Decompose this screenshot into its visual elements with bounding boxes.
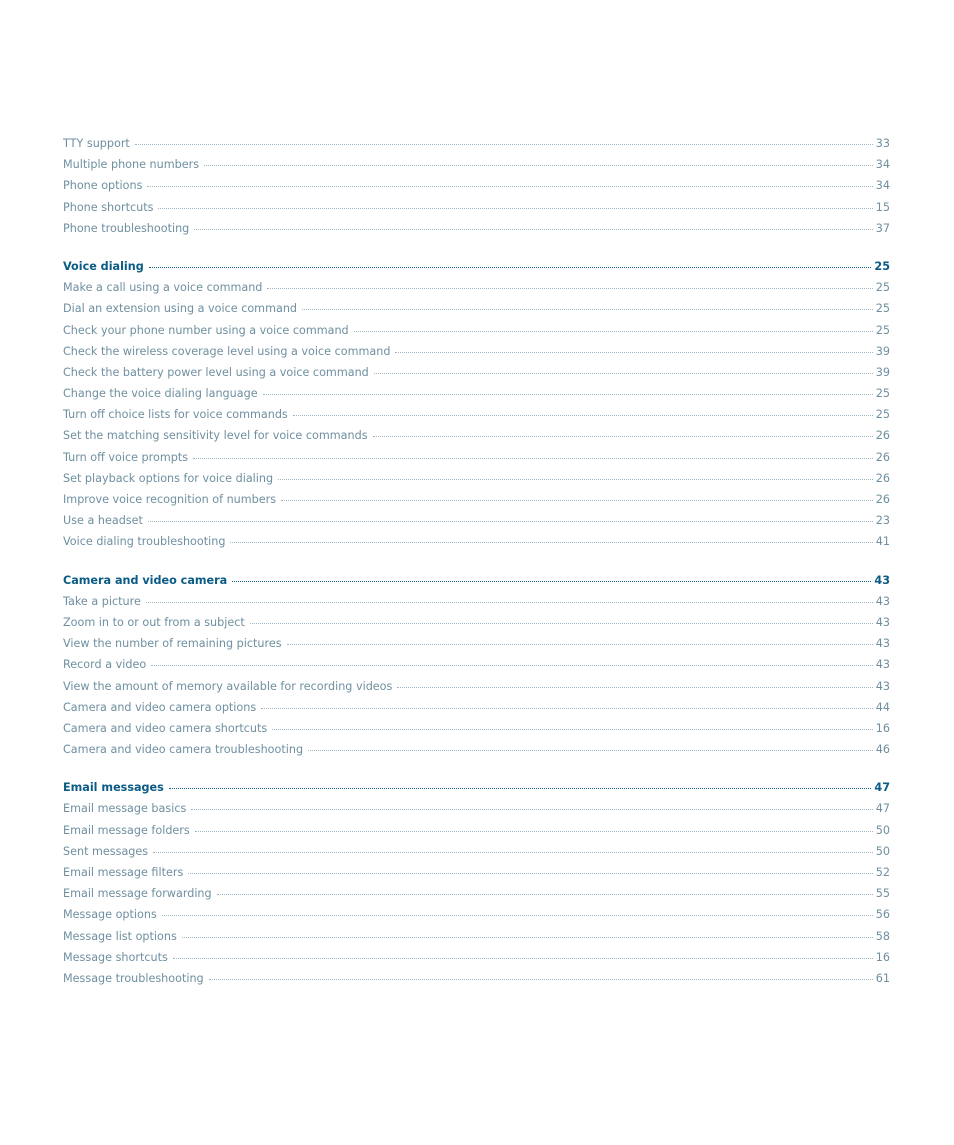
- toc-section-heading[interactable]: [63, 570, 890, 591]
- dot-leader: [204, 165, 873, 166]
- entry-page-number: 25: [875, 323, 890, 337]
- dot-leader: [151, 665, 873, 666]
- entry-page-number: 26: [875, 493, 890, 506]
- toc-entry[interactable]: [63, 425, 890, 446]
- entry-page-number: 25: [875, 387, 890, 401]
- dot-leader: [182, 937, 873, 938]
- entry-title: Message list options: [63, 929, 177, 943]
- entry-page-number: 44: [875, 700, 890, 714]
- toc-entry[interactable]: [63, 154, 890, 175]
- dot-leader: [147, 186, 872, 187]
- section-page-number: 25: [874, 259, 890, 273]
- entry-page-number: 37: [875, 221, 890, 235]
- entry-title: Check the battery power level using a voice command: [63, 365, 369, 379]
- dot-leader: [278, 479, 873, 480]
- entry-title: Phone troubleshooting: [63, 221, 190, 235]
- toc-entry[interactable]: [63, 531, 890, 552]
- section-title: Email messages: [63, 781, 164, 795]
- dot-leader: [281, 500, 873, 501]
- entry-title: Take a picture: [63, 594, 141, 608]
- entry-title: Turn off voice prompts: [63, 450, 189, 464]
- entry-page-number: 50: [875, 823, 890, 837]
- entry-title: Message shortcuts: [63, 950, 168, 964]
- toc-entry[interactable]: [63, 947, 890, 968]
- entry-title: Dial an extension using a voice command: [63, 302, 298, 316]
- entry-page-number: 26: [875, 429, 890, 443]
- entry-page-number: 56: [875, 908, 890, 922]
- toc-entry[interactable]: [63, 447, 890, 468]
- section-page-number: 47: [874, 781, 890, 795]
- entry-page-number: 47: [875, 802, 890, 816]
- dot-leader: [135, 144, 873, 145]
- toc-entry[interactable]: [63, 841, 890, 862]
- entry-page-number: 43: [875, 637, 890, 651]
- entry-page-number: 26: [875, 471, 890, 485]
- dot-leader: [153, 852, 873, 853]
- toc-entry[interactable]: [63, 633, 890, 654]
- entry-title: Voice dialing troubleshooting: [63, 535, 226, 549]
- entry-title: Multiple phone numbers: [63, 158, 200, 172]
- toc-entry[interactable]: [63, 718, 890, 739]
- entry-title: Set playback options for voice dialing: [63, 471, 274, 485]
- entry-page-number: 33: [875, 137, 890, 150]
- entry-title: Use a headset: [63, 514, 143, 528]
- entry-title: Phone options: [63, 179, 143, 193]
- dot-leader: [397, 687, 872, 688]
- dot-leader: [146, 602, 873, 603]
- entry-page-number: 34: [875, 179, 890, 193]
- dot-leader: [188, 873, 872, 874]
- entry-page-number: 43: [875, 615, 890, 629]
- toc-entry[interactable]: [63, 883, 890, 904]
- dot-leader: [250, 623, 873, 624]
- entry-page-number: 52: [875, 866, 890, 879]
- dot-leader: [373, 436, 873, 437]
- entry-title: Improve voice recognition of numbers: [63, 493, 277, 506]
- toc-entry[interactable]: [63, 591, 890, 612]
- toc-entry[interactable]: [63, 175, 890, 196]
- toc-section: [63, 570, 890, 761]
- toc-entry[interactable]: [63, 277, 890, 298]
- toc-entry[interactable]: [63, 739, 890, 760]
- dot-leader: [302, 309, 873, 310]
- dot-leader: [261, 708, 873, 709]
- toc-entry[interactable]: [63, 197, 890, 218]
- toc-entry[interactable]: [63, 468, 890, 489]
- entry-title: View the number of remaining pictures: [63, 637, 282, 651]
- dot-leader: [158, 208, 872, 209]
- dot-leader: [217, 894, 873, 895]
- dot-leader: [354, 331, 873, 332]
- entry-title: Message troubleshooting: [63, 971, 204, 985]
- entry-title: Check the wireless coverage level using a voice command: [63, 344, 391, 358]
- entry-page-number: 46: [875, 743, 890, 757]
- entry-page-number: 43: [875, 679, 890, 693]
- entry-page-number: 15: [875, 200, 890, 214]
- dot-leader: [173, 958, 873, 959]
- entry-title: Email message folders: [63, 823, 190, 837]
- entry-title: Email message basics: [63, 802, 187, 816]
- toc-entry[interactable]: [63, 612, 890, 633]
- toc-entry[interactable]: [63, 798, 890, 819]
- dot-leader: [293, 415, 873, 416]
- toc-entry[interactable]: [63, 341, 890, 362]
- toc-entry[interactable]: [63, 697, 890, 718]
- entry-title: Record a video: [63, 658, 147, 672]
- toc-entry[interactable]: [63, 820, 890, 841]
- entry-title: Sent messages: [63, 844, 149, 858]
- entry-page-number: 39: [875, 344, 890, 358]
- toc-entry[interactable]: [63, 298, 890, 319]
- entry-page-number: 41: [875, 535, 890, 549]
- entry-page-number: 25: [875, 302, 890, 316]
- entry-title: Phone shortcuts: [63, 200, 154, 214]
- entry-page-number: 25: [875, 281, 890, 295]
- toc-entry[interactable]: [63, 404, 890, 425]
- toc-section: [63, 256, 890, 553]
- dot-leader: [148, 521, 873, 522]
- entry-title: Camera and video camera troubleshooting: [63, 743, 304, 757]
- toc-entry[interactable]: [63, 362, 890, 383]
- dot-leader: [395, 352, 872, 353]
- dot-leader: [308, 750, 873, 751]
- entry-page-number: 16: [875, 950, 890, 964]
- dot-leader: [287, 644, 873, 645]
- entry-page-number: 39: [875, 365, 890, 379]
- dot-leader: [230, 542, 872, 543]
- toc-entry[interactable]: [63, 133, 890, 154]
- entry-title: Make a call using a voice command: [63, 281, 263, 295]
- dot-leader: [374, 373, 873, 374]
- toc-section: [63, 133, 890, 239]
- entry-page-number: 34: [875, 158, 890, 172]
- entry-title: Camera and video camera options: [63, 700, 257, 714]
- dot-leader: [191, 809, 872, 810]
- toc-entry[interactable]: [63, 904, 890, 925]
- entry-page-number: 43: [875, 658, 890, 672]
- dot-leader: [272, 729, 873, 730]
- toc-section: [63, 777, 890, 989]
- entry-title: View the amount of memory available for recording videos: [63, 679, 393, 693]
- entry-title: Change the voice dialing language: [63, 387, 258, 401]
- dot-leader: [263, 394, 873, 395]
- toc-entry[interactable]: [63, 654, 890, 675]
- toc-section-heading[interactable]: [63, 256, 890, 277]
- entry-page-number: 26: [875, 450, 890, 464]
- entry-page-number: 23: [875, 514, 890, 528]
- entry-title: Zoom in to or out from a subject: [63, 615, 245, 629]
- dot-leader: [149, 267, 872, 268]
- toc-entry[interactable]: [63, 510, 890, 531]
- entry-title: Turn off choice lists for voice commands: [63, 408, 288, 422]
- entry-page-number: 16: [875, 721, 890, 735]
- toc-entry[interactable]: [63, 676, 890, 697]
- entry-title: Camera and video camera shortcuts: [63, 721, 268, 735]
- toc-entry[interactable]: [63, 862, 890, 883]
- entry-title: Email message forwarding: [63, 887, 212, 901]
- section-title: Camera and video camera: [63, 573, 228, 587]
- dot-leader: [232, 581, 871, 582]
- entry-page-number: 43: [875, 594, 890, 608]
- dot-leader: [267, 288, 872, 289]
- section-page-number: 43: [874, 573, 890, 587]
- toc-entry[interactable]: [63, 218, 890, 239]
- entry-title: Set the matching sensitivity level for voice commands: [63, 429, 368, 443]
- toc-entry[interactable]: [63, 489, 890, 510]
- toc-section-heading[interactable]: [63, 777, 890, 798]
- entry-page-number: 61: [875, 971, 890, 985]
- toc-entry[interactable]: [63, 926, 890, 947]
- dot-leader: [193, 458, 873, 459]
- entry-page-number: 25: [875, 408, 890, 422]
- dot-leader: [194, 229, 872, 230]
- entry-page-number: 58: [875, 929, 890, 943]
- entry-title: TTY support: [63, 137, 130, 150]
- entry-page-number: 50: [875, 844, 890, 858]
- toc-entry[interactable]: [63, 320, 890, 341]
- dot-leader: [162, 915, 873, 916]
- entry-title: Message options: [63, 908, 157, 922]
- section-title: Voice dialing: [63, 259, 144, 273]
- toc-entry[interactable]: [63, 968, 890, 989]
- entry-title: Check your phone number using a voice command: [63, 323, 349, 337]
- table-of-contents: [63, 133, 890, 989]
- dot-leader: [169, 788, 872, 789]
- entry-page-number: 55: [875, 887, 890, 901]
- entry-title: Email message filters: [63, 866, 184, 879]
- dot-leader: [209, 979, 873, 980]
- dot-leader: [195, 831, 873, 832]
- toc-entry[interactable]: [63, 383, 890, 404]
